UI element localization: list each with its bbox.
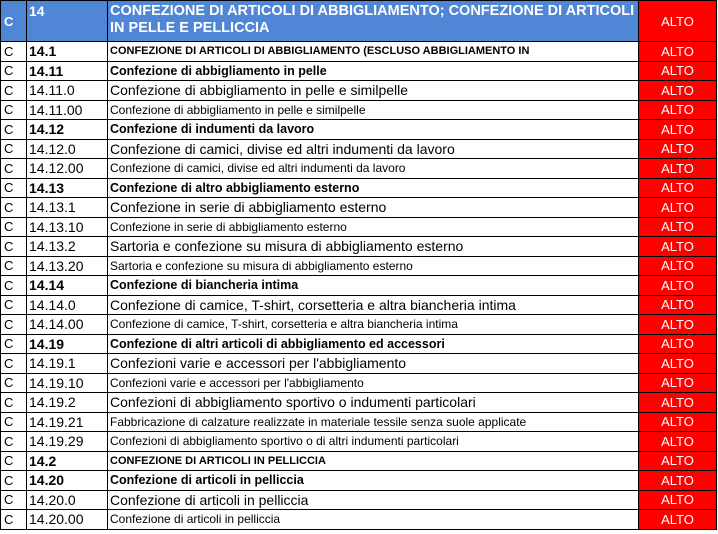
risk-cell: ALTO	[639, 354, 717, 374]
code-cell: 14.19	[27, 334, 108, 354]
risk-cell: ALTO	[639, 490, 717, 510]
table-row	[1, 237, 717, 257]
risk-cell: ALTO	[639, 120, 717, 140]
table-row	[1, 451, 717, 471]
table-row	[1, 393, 717, 413]
code-cell: 14.1	[27, 42, 108, 62]
section-cell: C	[1, 412, 27, 432]
code-cell: 14.13.10	[27, 217, 108, 237]
section-cell: C	[1, 237, 27, 257]
description-cell: Confezioni di abbigliamento sportivo o di altri indumenti particolari	[108, 432, 639, 452]
section-cell: C	[1, 393, 27, 413]
code-cell: 14.13.1	[27, 198, 108, 218]
table-row	[1, 159, 717, 179]
description-cell: Confezione in serie di abbigliamento esterno	[108, 198, 639, 218]
description-cell: Confezione di altri articoli di abbigliamento ed accessori	[108, 334, 639, 354]
description-cell: Confezione di articoli in pelliccia	[108, 510, 639, 530]
section-cell: C	[1, 373, 27, 393]
code-cell: 14.13	[27, 178, 108, 198]
table-row	[1, 100, 717, 120]
table-row	[1, 412, 717, 432]
code-cell: 14.19.2	[27, 393, 108, 413]
section-cell: C	[1, 315, 27, 335]
risk-cell: ALTO	[639, 471, 717, 491]
description-cell: Confezione di camice, T-shirt, corsetteria e altra biancheria intima	[108, 315, 639, 335]
risk-cell: ALTO	[639, 373, 717, 393]
risk-cell: ALTO	[639, 198, 717, 218]
section-cell: C	[1, 198, 27, 218]
description-cell: Sartoria e confezione su misura di abbigliamento esterno	[108, 237, 639, 257]
description-cell: Confezione di altro abbigliamento esterno	[108, 178, 639, 198]
table-row	[1, 471, 717, 491]
table-row	[1, 432, 717, 452]
description-cell: Confezione di indumenti da lavoro	[108, 120, 639, 140]
section-cell: C	[1, 295, 27, 315]
section-cell: C	[1, 354, 27, 374]
code-cell: 14.13.20	[27, 256, 108, 276]
description-cell: Confezione di camici, divise ed altri indumenti da lavoro	[108, 159, 639, 179]
code-cell: 14.12.00	[27, 159, 108, 179]
risk-cell: ALTO	[639, 412, 717, 432]
code-cell: 14.14.00	[27, 315, 108, 335]
section-cell: C	[1, 1, 27, 42]
code-cell: 14.12	[27, 120, 108, 140]
risk-cell: ALTO	[639, 217, 717, 237]
code-cell: 14.19.21	[27, 412, 108, 432]
table-row	[1, 139, 717, 159]
risk-cell: ALTO	[639, 315, 717, 335]
risk-cell: ALTO	[639, 42, 717, 62]
section-cell: C	[1, 510, 27, 530]
description-cell: Confezione di articoli in pelliccia	[108, 490, 639, 510]
table-row	[1, 217, 717, 237]
code-cell: 14.12.0	[27, 139, 108, 159]
table-row	[1, 510, 717, 530]
table-body	[1, 1, 717, 530]
description-cell: Confezione di camici, divise ed altri indumenti da lavoro	[108, 139, 639, 159]
section-cell: C	[1, 120, 27, 140]
section-cell: C	[1, 159, 27, 179]
risk-cell: ALTO	[639, 393, 717, 413]
code-cell: 14.11.00	[27, 100, 108, 120]
table-row	[1, 334, 717, 354]
code-cell: 14.14.0	[27, 295, 108, 315]
table-row	[1, 61, 717, 81]
code-cell: 14.2	[27, 451, 108, 471]
risk-cell: ALTO	[639, 334, 717, 354]
code-cell: 14.20	[27, 471, 108, 491]
description-cell: Confezione di articoli in pelliccia	[108, 471, 639, 491]
risk-cell: ALTO	[639, 510, 717, 530]
code-cell: 14.14	[27, 276, 108, 296]
section-cell: C	[1, 471, 27, 491]
code-cell: 14.11	[27, 61, 108, 81]
risk-cell: ALTO	[639, 178, 717, 198]
risk-cell: ALTO	[639, 432, 717, 452]
description-cell: Fabbricazione di calzature realizzate in materiale tessile senza suole applicate	[108, 412, 639, 432]
table-header-row	[1, 1, 717, 42]
risk-cell: ALTO	[639, 1, 717, 42]
description-cell: Confezione di abbigliamento in pelle	[108, 61, 639, 81]
section-cell: C	[1, 276, 27, 296]
section-cell: C	[1, 451, 27, 471]
table-row	[1, 373, 717, 393]
risk-cell: ALTO	[639, 451, 717, 471]
table-row	[1, 81, 717, 101]
section-cell: C	[1, 217, 27, 237]
description-cell: Confezione di abbigliamento in pelle e similpelle	[108, 81, 639, 101]
risk-cell: ALTO	[639, 100, 717, 120]
section-cell: C	[1, 139, 27, 159]
description-cell: Sartoria e confezione su misura di abbigliamento esterno	[108, 256, 639, 276]
code-cell: 14.19.29	[27, 432, 108, 452]
code-cell: 14	[27, 1, 108, 42]
code-cell: 14.19.1	[27, 354, 108, 374]
risk-cell: ALTO	[639, 237, 717, 257]
description-cell: Confezioni varie e accessori per l'abbigliamento	[108, 373, 639, 393]
risk-cell: ALTO	[639, 256, 717, 276]
table-row	[1, 354, 717, 374]
risk-cell: ALTO	[639, 81, 717, 101]
table-row	[1, 295, 717, 315]
code-cell: 14.13.2	[27, 237, 108, 257]
risk-cell: ALTO	[639, 295, 717, 315]
section-cell: C	[1, 178, 27, 198]
section-cell: C	[1, 490, 27, 510]
section-cell: C	[1, 61, 27, 81]
description-cell: Confezione di camice, T-shirt, corsetteria e altra biancheria intima	[108, 295, 639, 315]
description-cell: Confezione in serie di abbigliamento esterno	[108, 217, 639, 237]
table-row	[1, 198, 717, 218]
table-row	[1, 120, 717, 140]
table-row	[1, 315, 717, 335]
description-cell: Confezione di biancheria intima	[108, 276, 639, 296]
table-row	[1, 490, 717, 510]
description-cell: CONFEZIONE DI ARTICOLI DI ABBIGLIAMENTO (ESCLUSO ABBIGLIAMENTO IN	[108, 42, 639, 62]
table-row	[1, 276, 717, 296]
description-cell: CONFEZIONE DI ARTICOLI DI ABBIGLIAMENTO; CONFEZIONE DI ARTICOLI IN PELLE E PELLICCIA	[108, 1, 639, 42]
risk-cell: ALTO	[639, 139, 717, 159]
description-cell: CONFEZIONE DI ARTICOLI IN PELLICCIA	[108, 451, 639, 471]
section-cell: C	[1, 81, 27, 101]
description-cell: Confezioni varie e accessori per l'abbigliamento	[108, 354, 639, 374]
section-cell: C	[1, 42, 27, 62]
code-cell: 14.19.10	[27, 373, 108, 393]
risk-cell: ALTO	[639, 276, 717, 296]
code-cell: 14.20.00	[27, 510, 108, 530]
table-row	[1, 42, 717, 62]
table-row	[1, 178, 717, 198]
section-cell: C	[1, 432, 27, 452]
description-cell: Confezioni di abbigliamento sportivo o indumenti particolari	[108, 393, 639, 413]
table-row	[1, 256, 717, 276]
risk-cell: ALTO	[639, 159, 717, 179]
code-cell: 14.11.0	[27, 81, 108, 101]
code-cell: 14.20.0	[27, 490, 108, 510]
section-cell: C	[1, 100, 27, 120]
risk-cell: ALTO	[639, 61, 717, 81]
section-cell: C	[1, 256, 27, 276]
description-cell: Confezione di abbigliamento in pelle e similpelle	[108, 100, 639, 120]
section-cell: C	[1, 334, 27, 354]
